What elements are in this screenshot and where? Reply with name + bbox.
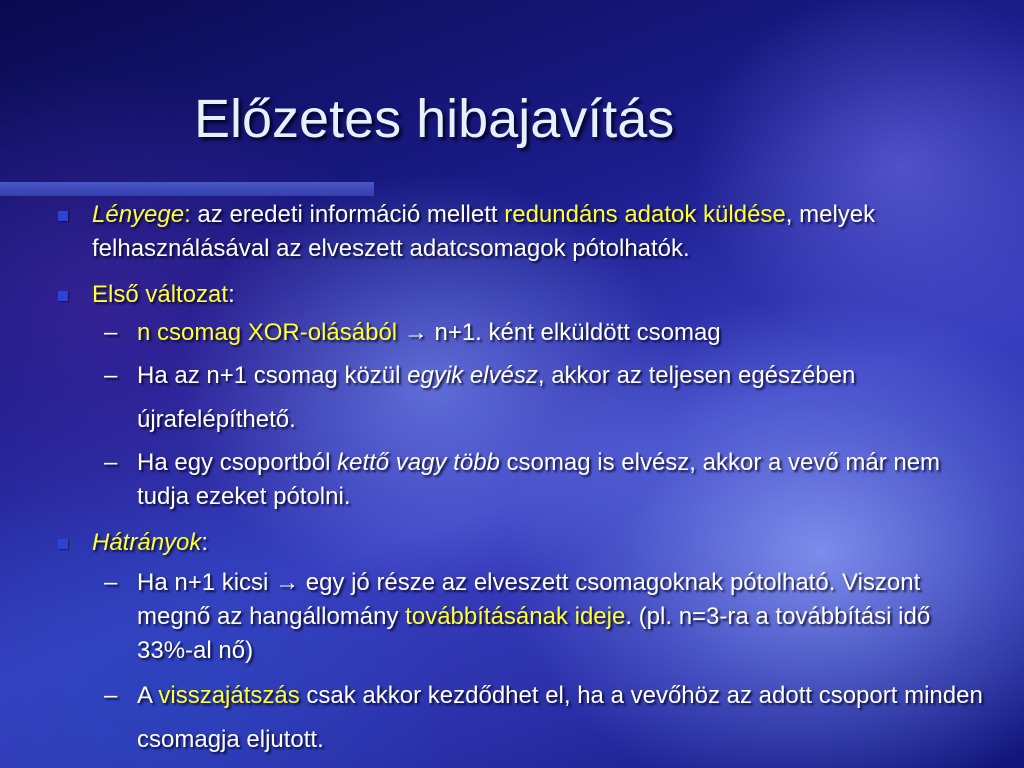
highlight-transmission-time: továbbításának ideje [405, 603, 626, 630]
emphasis-two-or-more: kettő vagy több [337, 449, 500, 476]
bullet-item-drawbacks: Hátrányok: [0, 526, 1024, 560]
dash-bullet: – [104, 449, 118, 476]
sub-item-playback: – A visszajátszás csak akkor kezdődhet el, ha a vevőhöz az adott csoport minden csomagja eljutott. [0, 674, 1024, 762]
bullet-item-first-version: Első változat: [0, 278, 1024, 312]
title-underline-bar [0, 182, 374, 196]
dash-bullet: – [104, 569, 118, 596]
slide-content [0, 198, 1024, 762]
sub-item-small-n: – Ha n+1 kicsi → egy jó része az elveszett csomagoknak pótolható. Viszont megnő az hangállomány továbbításának ideje. (pl. n=3-ra a továbbítási idő 33%-al nő) [0, 566, 1024, 668]
dash-bullet: – [104, 319, 118, 346]
slide-title: Előzetes hibajavítás [194, 89, 675, 149]
square-bullet-icon [58, 211, 68, 221]
sub-item-two-lost: – Ha egy csoportból kettő vagy több csomag is elvész, akkor a vevő már nem tudja ezeket pótolni. [0, 446, 1024, 514]
sub-item-xor: – n csomag XOR-olásából → n+1. ként elküldött csomag [0, 316, 1024, 350]
bullet-item-essence: Lényege: az eredeti információ mellett redundáns adatok küldése, melyek felhasználásával az elveszett adatcsomagok pótolhatók. [0, 198, 1024, 266]
dash-bullet: – [104, 682, 118, 709]
term-drawbacks: Hátrányok [92, 529, 202, 556]
emphasis-one-lost: egyik elvész [407, 362, 538, 389]
arrow-right-icon: → [275, 569, 300, 596]
highlight-playback: visszajátszás [158, 682, 300, 709]
term-first-version: Első változat [92, 281, 229, 308]
square-bullet-icon [58, 539, 68, 549]
highlight-xor: n csomag XOR-olásából [137, 319, 398, 346]
arrow-right-icon: → [397, 319, 435, 346]
term-essence: Lényege [92, 201, 185, 228]
dash-bullet: – [104, 362, 118, 389]
sub-item-one-lost: – Ha az n+1 csomag közül egyik elvész, akkor az teljesen egészében újrafelépíthető. [0, 354, 1024, 442]
square-bullet-icon [58, 291, 68, 301]
highlight-redundant-data: redundáns adatok küldése [504, 201, 786, 228]
